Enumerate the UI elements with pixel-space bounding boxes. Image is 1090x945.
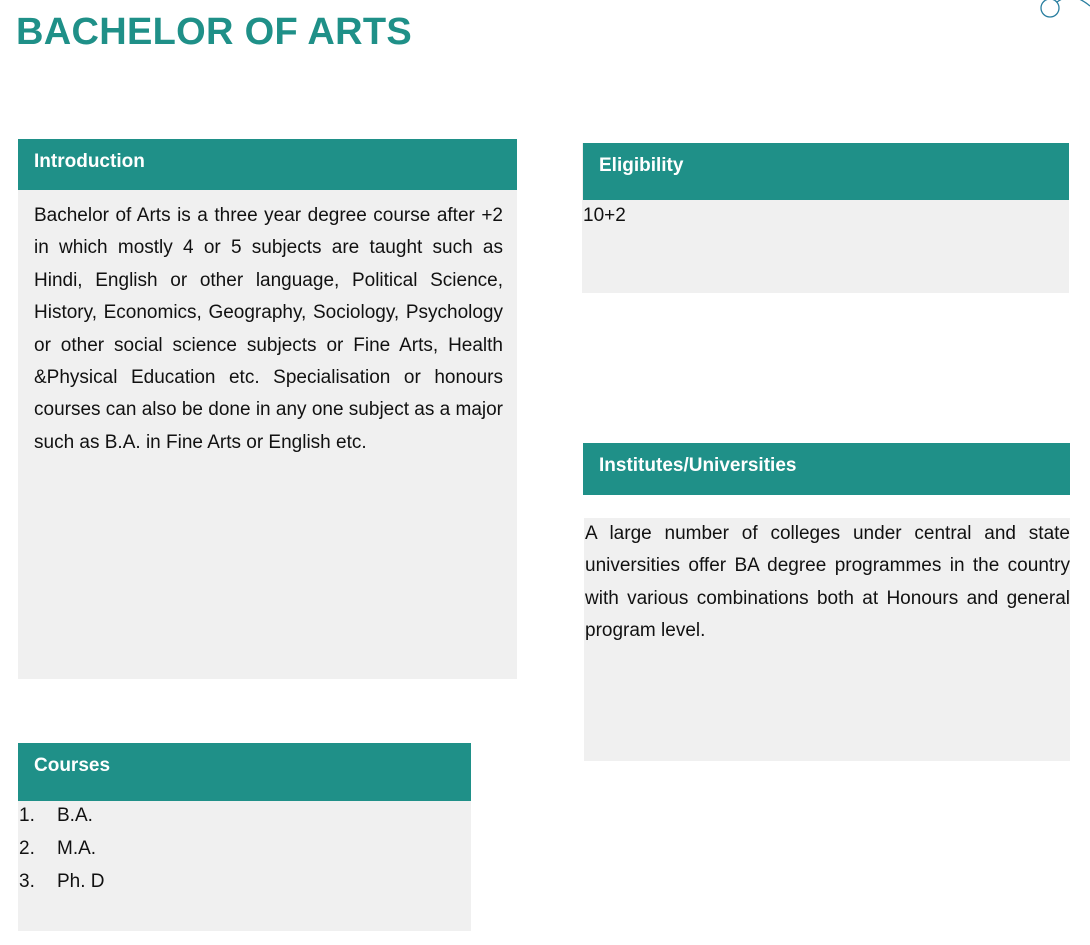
course-name: Ph. D [57, 871, 105, 892]
course-number: 3. [19, 871, 35, 892]
course-name: B.A. [57, 805, 93, 826]
introduction-heading: Introduction [18, 139, 517, 190]
eligibility-heading: Eligibility [583, 143, 1069, 200]
courses-heading: Courses [18, 743, 471, 801]
course-number: 2. [19, 838, 35, 859]
course-name: M.A. [57, 838, 97, 859]
institutes-text: A large number of colleges under central and state universities offer BA degree programmes in the country with various combinations both at Honours and general program level. [585, 523, 1070, 642]
introduction-text: Bachelor of Arts is a three year degree course after +2 in which mostly 4 or 5 subjects are taught such as Hindi, English or other language, Political Science, History, Economics, Geography, Sociology, Psychology or other social science subjects or Fine Arts, Health &Physical Education etc. Specialisation or honours courses can also be done in any one subject as a major such as B.A. in Fine Arts or English etc. [34, 205, 503, 453]
eligibility-text: 10+2 [583, 205, 626, 226]
courses-list [19, 799, 459, 898]
introduction-panel [18, 139, 517, 679]
course-number: 1. [19, 805, 35, 826]
page-title: BACHELOR OF ARTS [16, 11, 413, 53]
institutes-heading: Institutes/Universities [583, 443, 1070, 495]
course-item [19, 799, 459, 832]
decorative-swirl-icon [1030, 0, 1090, 30]
courses-panel [18, 743, 471, 931]
eligibility-panel [582, 143, 1069, 293]
institutes-panel [584, 518, 1070, 761]
course-item [19, 865, 459, 898]
course-item [19, 832, 459, 865]
